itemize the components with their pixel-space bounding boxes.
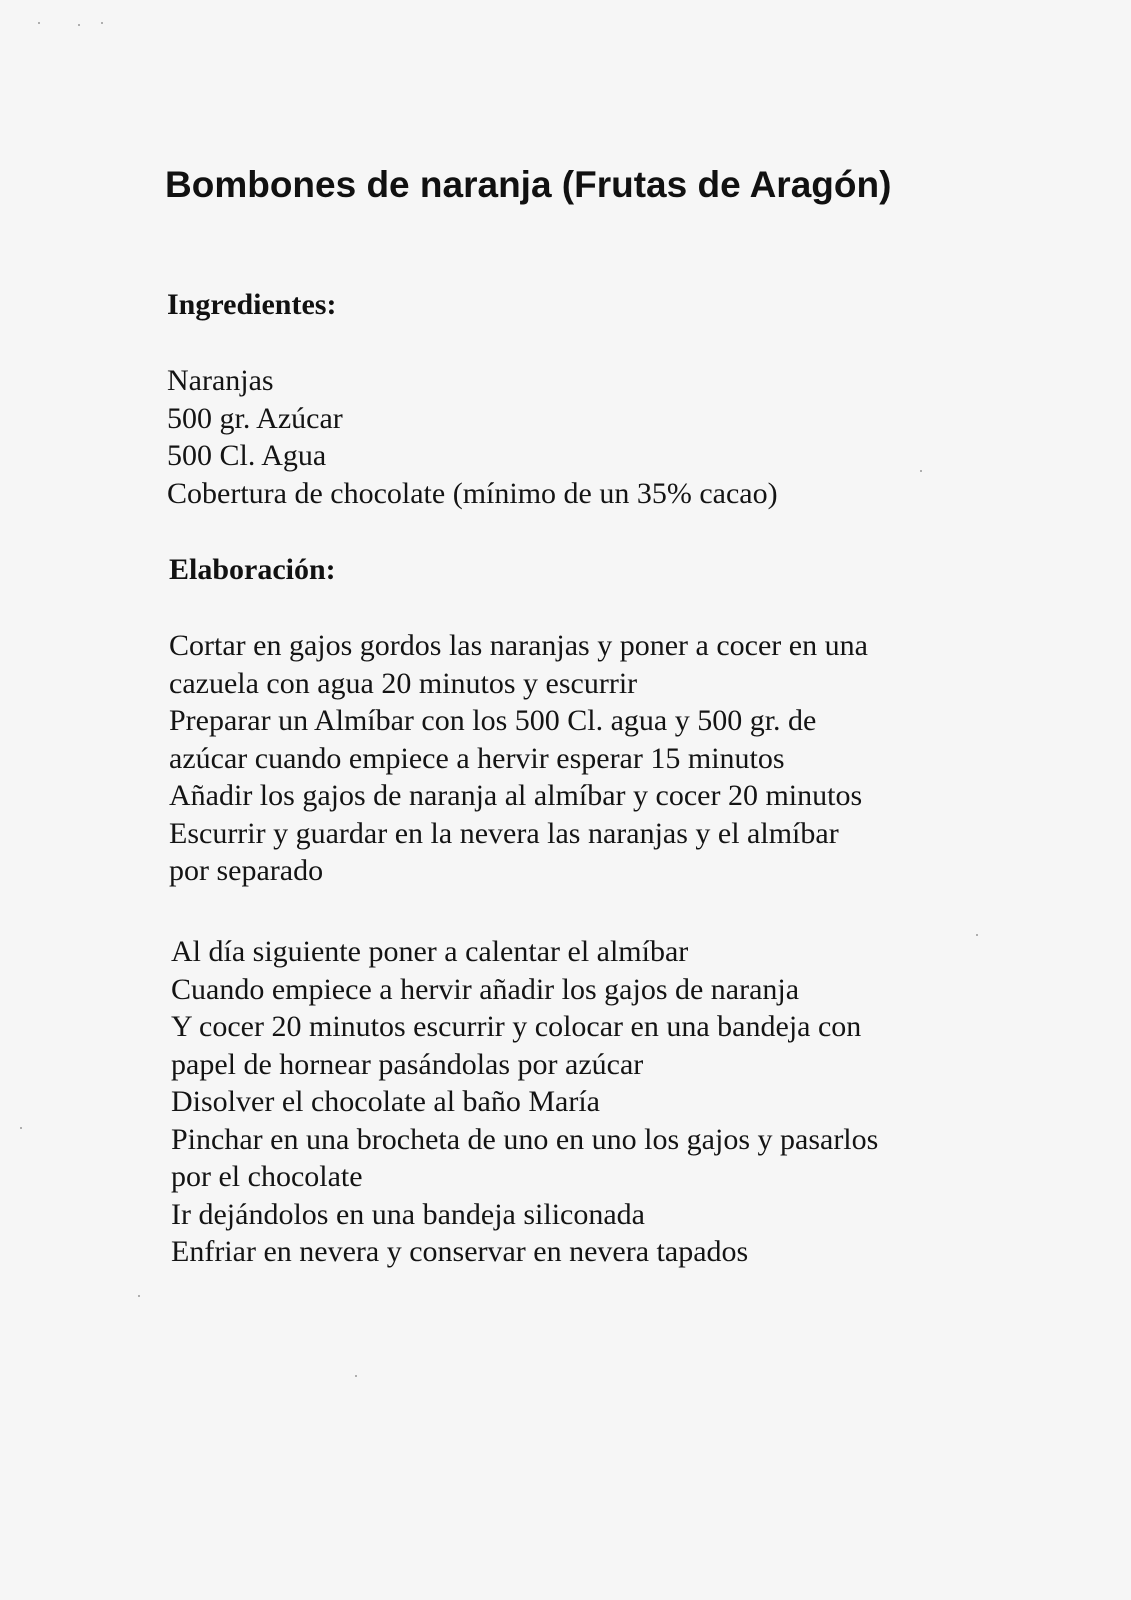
elaboration-steps-day1 xyxy=(169,627,868,890)
step-line: Escurrir y guardar en la nevera las naranjas y el almíbar xyxy=(169,816,839,850)
scan-speck xyxy=(976,934,978,936)
step-line: Cortar en gajos gordos las naranjas y poner a cocer en una xyxy=(169,629,868,662)
step-line: Al día siguiente poner a calentar el almíbar xyxy=(171,935,689,968)
scan-speck xyxy=(38,22,40,24)
step-line: Cuando empiece a hervir añadir los gajos de naranja xyxy=(171,972,800,1006)
ingredient-item: Naranjas xyxy=(167,364,274,397)
elaboration-heading: Elaboración: xyxy=(169,553,336,586)
step-line: azúcar cuando empiece a hervir esperar 15 minutos xyxy=(169,741,785,775)
ingredient-item: 500 Cl. Agua xyxy=(167,439,327,472)
ingredient-list xyxy=(167,362,778,512)
step-line: Preparar un Almíbar con los 500 Cl. agua y 500 gr. de xyxy=(169,704,817,737)
step-line: por el chocolate xyxy=(171,1160,363,1193)
scan-speck xyxy=(355,1375,357,1377)
step-line: Disolver el chocolate al baño María xyxy=(171,1085,600,1118)
step-line: por separado xyxy=(169,854,324,887)
step-line: Y cocer 20 minutos escurrir y colocar en una bandeja con xyxy=(171,1010,862,1043)
step-line: papel de hornear pasándolas por azúcar xyxy=(171,1047,644,1081)
step-line: Pinchar en una brocheta de uno en uno los gajos y pasarlos xyxy=(171,1122,879,1156)
step-line: cazuela con agua 20 minutos y escurrir xyxy=(169,666,638,700)
step-line: Ir dejándolos en una bandeja siliconada xyxy=(171,1197,645,1231)
scan-speck xyxy=(138,1295,140,1297)
ingredient-item: 500 gr. Azúcar xyxy=(167,401,343,435)
ingredient-item: Cobertura de chocolate (mínimo de un 35% cacao) xyxy=(167,476,778,510)
scan-speck xyxy=(20,1127,22,1129)
scan-speck xyxy=(78,24,80,26)
scan-speck xyxy=(920,470,922,472)
ingredients-heading: Ingredientes: xyxy=(167,288,337,321)
elaboration-steps-day2 xyxy=(171,933,878,1271)
step-line: Enfriar en nevera y conservar en nevera tapados xyxy=(171,1235,749,1268)
recipe-title: Bombones de naranja (Frutas de Aragón) xyxy=(165,164,892,205)
scan-speck xyxy=(101,22,103,24)
step-line: Añadir los gajos de naranja al almíbar y cocer 20 minutos xyxy=(169,779,863,812)
